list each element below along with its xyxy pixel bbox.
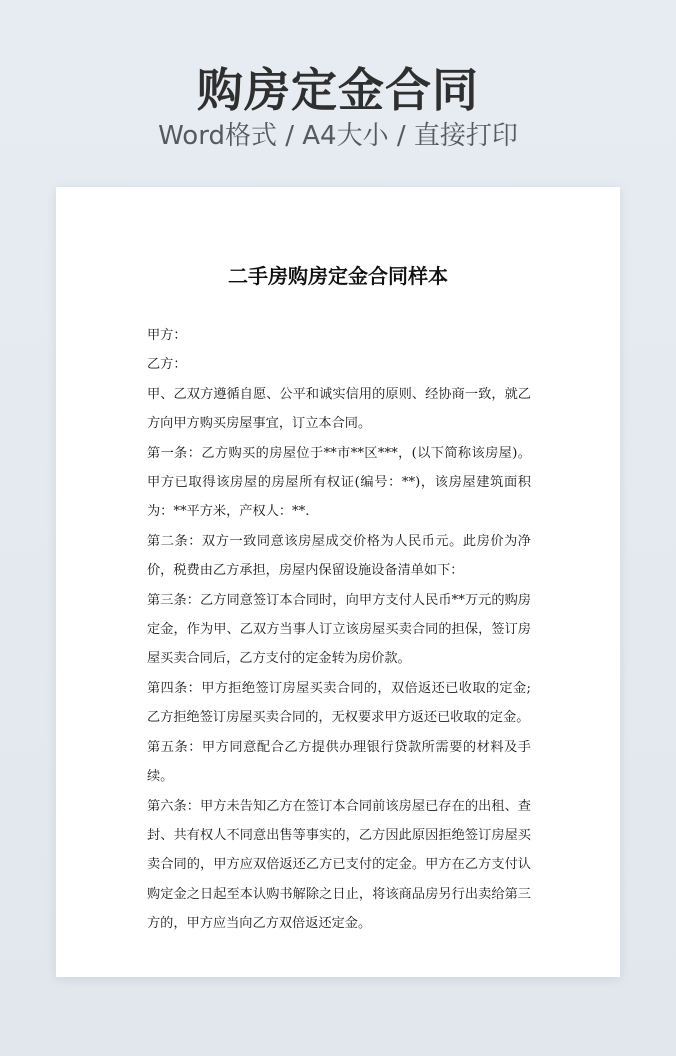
preamble-paragraph: 甲、乙双方遵循自愿、公平和诚实信用的原则、经协商一致，就乙方向甲方购买房屋事宜，订立本合同。 <box>147 386 531 432</box>
clause-3: 第三条：乙方同意签订本合同时，向甲方支付人民币**万元的购房定金，作为甲、乙双方当事人订立该房屋买卖合同的担保，签订房屋买卖合同后，乙方支付的定金转为房价款。 <box>147 592 531 667</box>
clause-2: 第二条：双方一致同意该房屋成交价格为人民币元。此房价为净价，税费由乙方承担，房屋内保留设施设备清单如下： <box>147 533 531 579</box>
clause-4: 第四条：甲方拒绝签订房屋买卖合同的，双倍返还已收取的定金;乙方拒绝签订房屋买卖合同的，无权要求甲方返还已收取的定金。 <box>147 680 531 726</box>
banner-title: 购房定金合同 <box>197 63 479 117</box>
document-page <box>56 187 620 977</box>
banner-subtitle: Word格式 / A4大小 / 直接打印 <box>158 121 518 151</box>
document-title: 二手房购房定金合同样本 <box>228 264 448 288</box>
party-a-line: 甲方： <box>147 328 187 343</box>
document-body <box>147 321 531 939</box>
party-b-line: 乙方： <box>147 357 187 373</box>
clause-5: 第五条：甲方同意配合乙方提供办理银行贷款所需要的材料及手续。 <box>147 739 531 785</box>
clause-6: 第六条：甲方未告知乙方在签订本合同前该房屋已存在的出租、查封、共有权人不同意出售等事实的，乙方因此原因拒绝签订房屋买卖合同的，甲方应双倍返还乙方已支付的定金。甲方在乙方支付认购定金之日起至本认购书解除之日止，将该商品房另行出卖给第三方的，甲方应当向乙方双倍返还定金。 <box>147 798 531 932</box>
clause-1: 第一条：乙方购买的房屋位于**市**区***，(以下简称该房屋)。甲方已取得该房屋的房屋所有权证(编号：**)，该房屋建筑面积为：**平方米，产权人：**. <box>147 445 531 520</box>
